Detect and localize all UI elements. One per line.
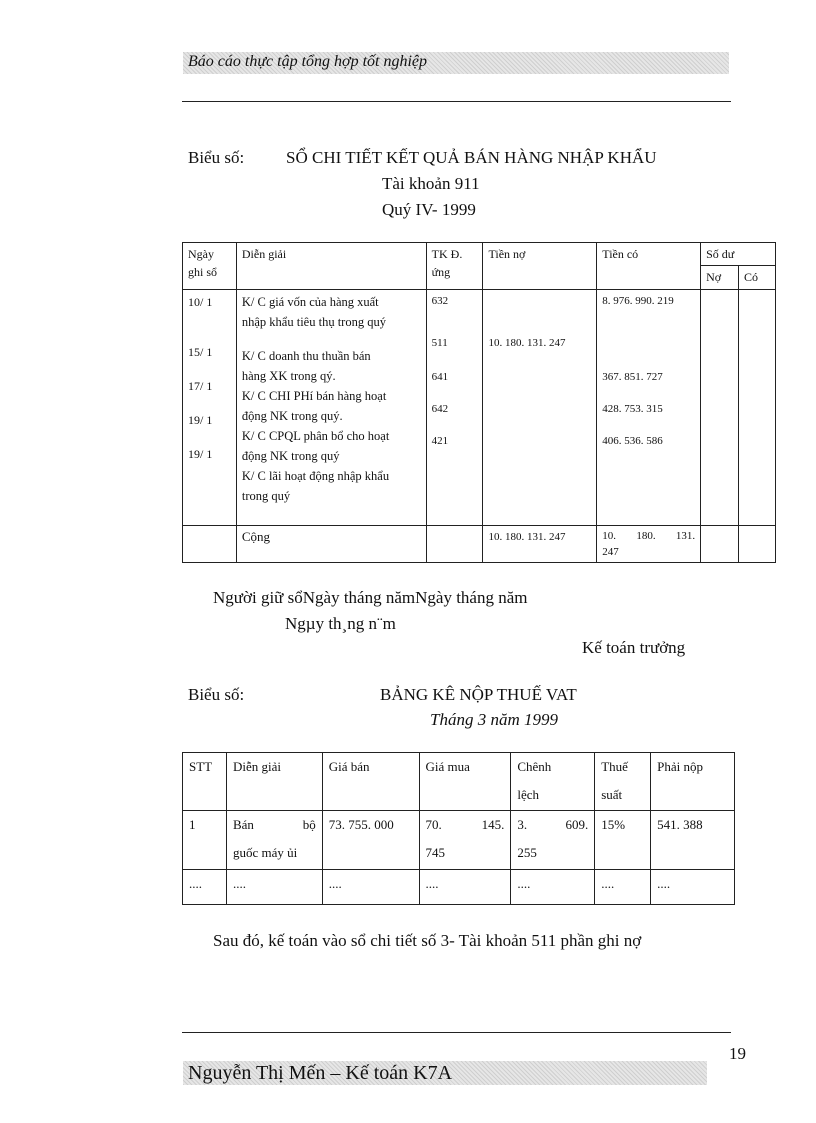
section1-account: Tài khoản 911 — [382, 174, 480, 193]
header-divider — [182, 101, 731, 102]
header-credit: Tiền có — [597, 243, 701, 290]
balance-credit-cell — [739, 290, 776, 526]
vat-table — [182, 752, 735, 905]
section1-title: SỔ CHI TIẾT KẾT QUẢ BÁN HÀNG NHẬP KHẨU — [286, 148, 657, 167]
dates-cell: 10/ 1 15/ 1 17/ 1 19/ 1 19/ 1 — [183, 290, 237, 526]
header-purchase-price: Giá mua — [419, 753, 511, 811]
balance-debit-cell — [701, 290, 739, 526]
descriptions-cell: K/ C giá vốn của hàng xuất nhập khẩu tiêu thụ trong quý K/ C doanh thu thuần bán hàng XK trong qý. K/ C CHI PHí bán hàng hoạt động NK trong quý. K/ C CPQL phân bổ cho hoạt động NK trong quý K/ C lãi hoạt động nhập khẩu trong quý — [236, 290, 426, 526]
header-difference: Chênh lệch — [511, 753, 595, 811]
header-description: Diễn giải — [226, 753, 322, 811]
header-title: Báo cáo thực tập tổng hợp tốt nghiệp — [188, 53, 428, 70]
table-row: 1 Bán bộ guốc máy ủi 73. 755. 000 70. 145. 745 3. 609. 255 15% 541. 388 — [183, 811, 735, 870]
total-credit: 10. 180. 131. 247 — [597, 526, 701, 563]
section2-label: Biểu số: — [188, 685, 245, 704]
header-date: Ngày ghi sổ — [183, 243, 237, 290]
header-balance: Số dư — [701, 243, 776, 266]
debits-cell: 10. 180. 131. 247 — [483, 290, 597, 526]
header-description: Diễn giải — [236, 243, 426, 290]
header-stt: STT — [183, 753, 227, 811]
header-debit: Tiền nợ — [483, 243, 597, 290]
total-label: Cộng — [236, 526, 426, 563]
section2-period: Tháng 3 năm 1999 — [430, 710, 558, 729]
table-row — [183, 290, 776, 526]
signature-line: Người giữ sổNgày tháng nămNgày tháng năm — [213, 588, 528, 607]
total-debit: 10. 180. 131. 247 — [483, 526, 597, 563]
credits-cell: 8. 976. 990. 219 367. 851. 727 428. 753. 315 406. 536. 586 — [597, 290, 701, 526]
header-payable: Phải nộp — [651, 753, 735, 811]
table-header-row — [183, 753, 735, 811]
accounts-cell: 632 511 641 642 421 — [426, 290, 483, 526]
section1-label: Biểu số: — [188, 148, 245, 167]
ledger-table — [182, 242, 776, 563]
total-row — [183, 526, 776, 563]
page-number: 19 — [729, 1044, 746, 1063]
footer-divider — [182, 1032, 731, 1033]
header-sale-price: Giá bán — [322, 753, 419, 811]
section1-period: Quý IV- 1999 — [382, 200, 476, 219]
header-balance-credit: Có — [739, 266, 776, 290]
header-balance-debit: Nợ — [701, 266, 739, 290]
chief-accountant: Kế toán trưởng — [582, 638, 686, 657]
header-account: TK Đ. ứng — [426, 243, 483, 290]
closing-note: Sau đó, kế toán vào sổ chi tiết số 3- Tài khoản 511 phần ghi nợ — [213, 931, 642, 950]
signature-line-garbled: Ngµy th¸ng n¨m — [285, 614, 396, 633]
table-row: .... .... .... .... .... .... .... — [183, 870, 735, 905]
section2-title: BẢNG KÊ NỘP THUẾ VAT — [380, 685, 577, 704]
footer-author: Nguyễn Thị Mến – Kế toán K7A — [188, 1062, 453, 1084]
header-tax-rate: Thuế suất — [595, 753, 651, 811]
